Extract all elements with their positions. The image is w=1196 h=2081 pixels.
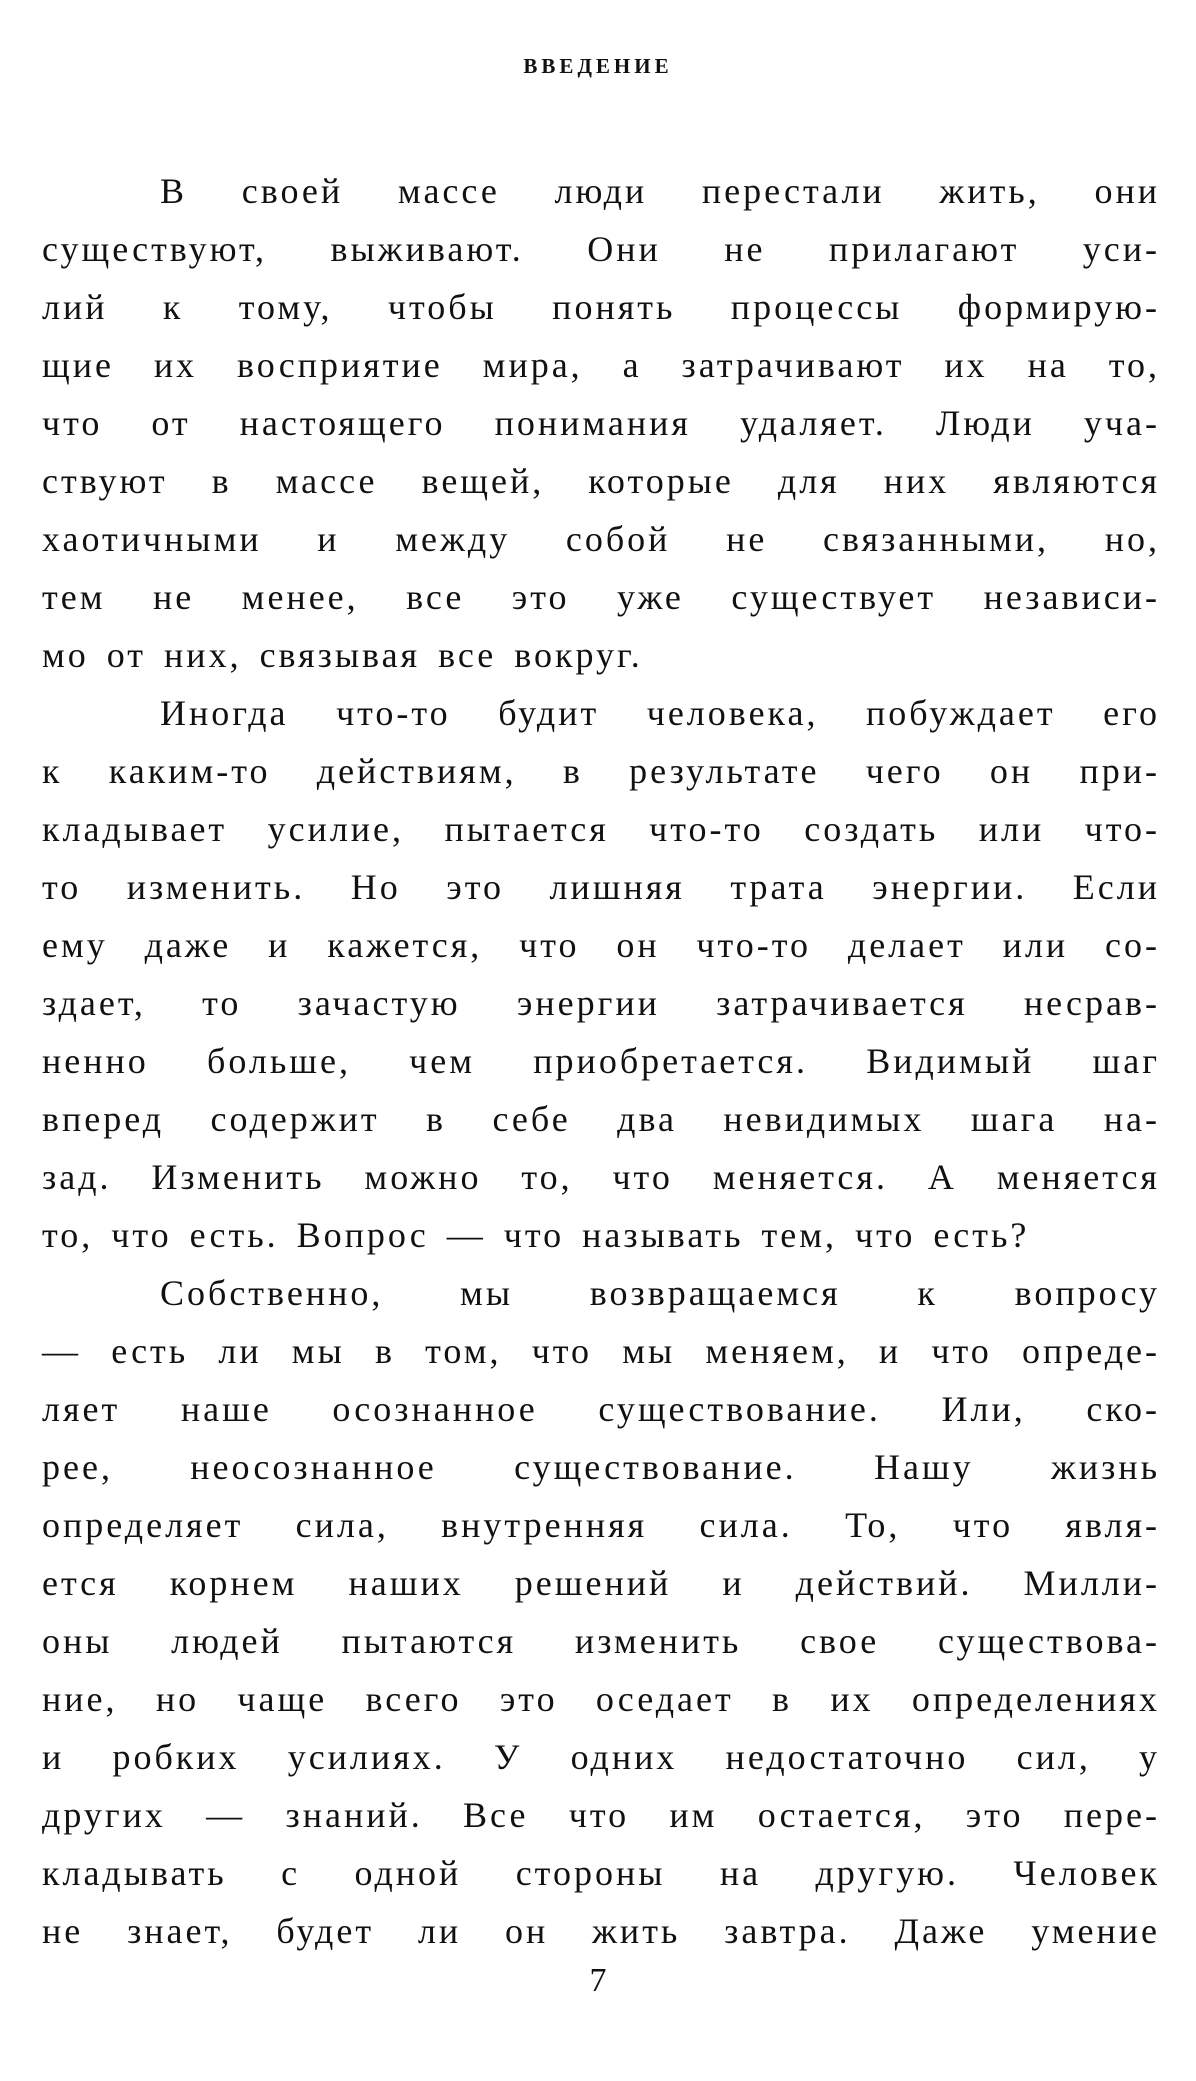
text-line: и робких усилиях. У одних недостаточно сил, у — [42, 1737, 1160, 1777]
text-line: кладывает усилие, пытается что-то создать или что- — [42, 809, 1160, 849]
body-text — [42, 162, 1160, 1960]
text-line: Собственно, мы возвращаемся к вопросу — [160, 1273, 1160, 1313]
text-line: щие их восприятие мира, а затрачивают их на то, — [42, 345, 1160, 385]
text-line: — есть ли мы в том, что мы меняем, и что опреде- — [42, 1331, 1160, 1371]
text-line: зад. Изменить можно то, что меняется. А меняется — [42, 1157, 1160, 1197]
text-line: рее, неосознанное существование. Нашу жизнь — [42, 1447, 1160, 1487]
text-line: ствуют в массе вещей, которые для них являются — [42, 461, 1160, 501]
text-line: не знает, будет ли он жить завтра. Даже умение — [42, 1911, 1160, 1951]
text-line: оны людей пытаются изменить свое существова- — [42, 1621, 1160, 1661]
text-line: лий к тому, чтобы понять процессы формирую- — [42, 287, 1160, 327]
text-line: ется корнем наших решений и действий. Милли- — [42, 1563, 1160, 1603]
text-line: Иногда что-то будит человека, побуждает его — [160, 693, 1160, 733]
text-line: мо от них, связывая все вокруг. — [42, 635, 643, 675]
text-line: ляет наше осознанное существование. Или, ско- — [42, 1389, 1160, 1429]
running-head: ВВЕДЕНИЕ — [523, 54, 673, 78]
text-line: В своей массе люди перестали жить, они — [160, 171, 1160, 211]
text-line: что от настоящего понимания удаляет. Люди уча- — [42, 403, 1160, 443]
text-line: то, что есть. Вопрос — что называть тем, что есть? — [42, 1215, 1030, 1255]
text-line: ненно больше, чем приобретается. Видимый шаг — [42, 1041, 1160, 1081]
text-line: то изменить. Но это лишняя трата энергии. Если — [42, 867, 1160, 907]
text-line: существуют, выживают. Они не прилагают уси- — [42, 229, 1160, 269]
text-line: других — знаний. Все что им остается, это пере- — [42, 1795, 1160, 1835]
text-line: вперед содержит в себе два невидимых шага на- — [42, 1099, 1160, 1139]
text-line: определяет сила, внутренняя сила. То, что явля- — [42, 1505, 1160, 1545]
text-line: хаотичными и между собой не связанными, но, — [42, 519, 1160, 559]
text-line: к каким-то действиям, в результате чего он при- — [42, 751, 1160, 791]
text-line: здает, то зачастую энергии затрачивается несрав- — [42, 983, 1160, 1023]
text-line: ему даже и кажется, что он что-то делает или со- — [42, 925, 1160, 965]
text-line: кладывать с одной стороны на другую. Человек — [42, 1853, 1160, 1893]
page-number: 7 — [589, 1962, 607, 1999]
text-line: тем не менее, все это уже существует независи- — [42, 577, 1160, 617]
text-line: ние, но чаще всего это оседает в их определениях — [42, 1679, 1160, 1719]
